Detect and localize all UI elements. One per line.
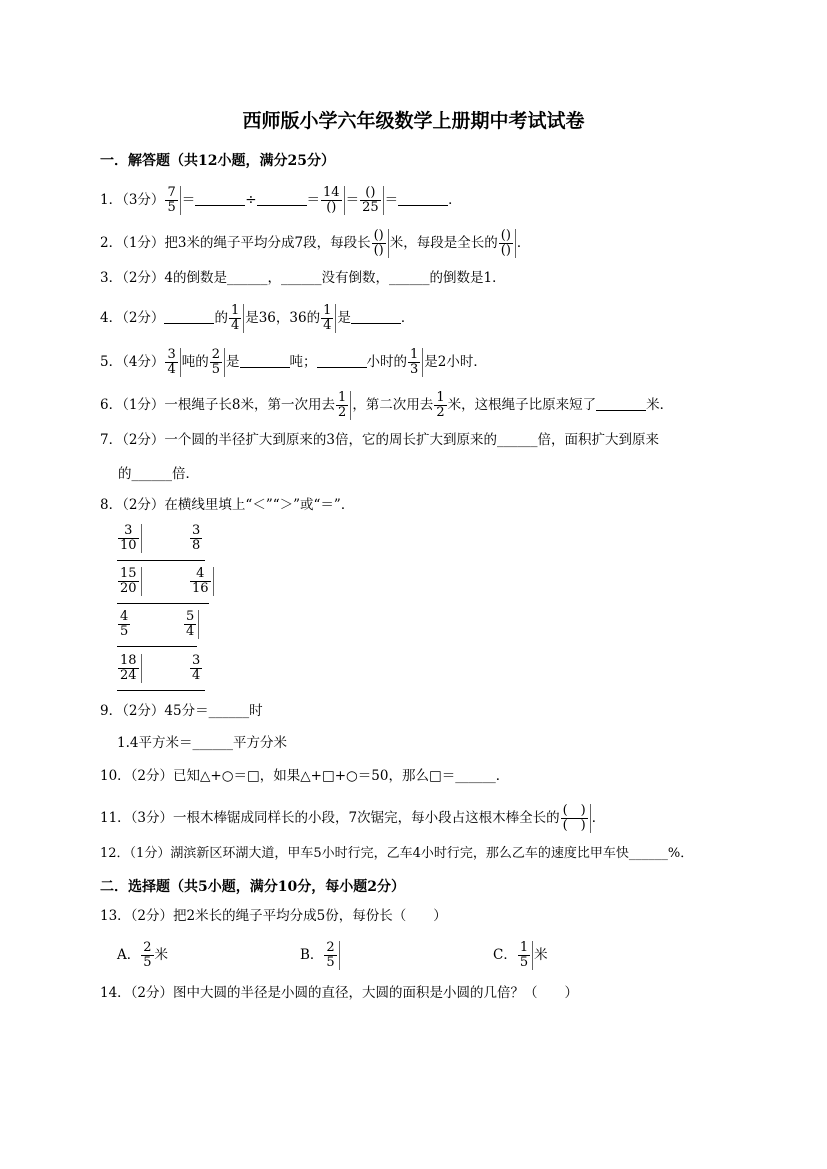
answer-blank[interactable]	[257, 191, 307, 206]
answer-blank[interactable]	[240, 353, 290, 368]
question-13: 13．（2分）把2米长的绳子平均分成5份，每份长（ ）	[100, 908, 447, 924]
question-10: 10．（2分）已知△+○＝□，如果△+□+○＝50，那么□＝______．	[100, 768, 510, 784]
question-4: 4．（2分） 的 $\frac{1}{4}$ 是36，36的 $\frac{1}{4}$ 是 ．	[100, 303, 415, 333]
question-9: 9．（2分）45分＝______时	[100, 703, 263, 719]
answer-blank[interactable]	[117, 603, 209, 604]
option-b[interactable]: B． $\frac{2}{5}$	[300, 941, 341, 970]
question-2: 2．（1分）把3米的绳子平均分成7段，每段长 $\frac{()}{()}$ 米，每段是全长的 $\frac{()}{()}$ ．	[100, 228, 531, 258]
answer-blank[interactable]	[117, 646, 197, 647]
question-7: 7．（2分）一个圆的半径扩大到原来的3倍，它的周长扩大到原来的______倍，面积扩大到原来	[100, 432, 660, 448]
section-1-heading: 一．解答题（共12小题，满分25分）	[100, 153, 335, 169]
answer-blank[interactable]	[195, 191, 245, 206]
section-2-heading: 二．选择题（共5小题，满分10分，每小题2分）	[100, 879, 405, 895]
question-3: 3．（2分）4的倒数是______，______没有倒数，______的倒数是1．	[100, 270, 506, 286]
question-6: 6．（1分）一根绳子长8米，第一次用去 $\frac{1}{2}$ ，第二次用去 $\frac{1}{2}$ 米，这根绳子比原来短了 米．	[100, 390, 674, 420]
answer-blank[interactable]	[351, 309, 401, 324]
answer-blank[interactable]	[164, 309, 214, 324]
question-8: 8．（2分）在横线里填上“＜”“＞”或“＝”．	[100, 497, 355, 513]
question-1: 1．（3分） $\frac{7}{5}$ ＝ ÷ ＝ $\frac{14}{()}$ ＝ $\frac{()}{25}$ ＝ ．	[100, 185, 462, 215]
question-9-cont: 1.4平方米＝______平方分米	[117, 735, 287, 751]
answer-blank[interactable]	[117, 560, 205, 561]
question-14: 14．（2分）图中大圆的半径是小圆的直径，大圆的面积是小圆的几倍？（ ）	[100, 985, 579, 1001]
page-title: 西师版小学六年级数学上册期中考试试卷	[242, 110, 585, 132]
answer-blank[interactable]	[117, 690, 205, 691]
answer-blank[interactable]	[398, 191, 448, 206]
answer-blank[interactable]	[596, 396, 646, 411]
question-5: 5．（4分） $\frac{3}{4}$ 吨的 $\frac{2}{5}$ 是 吨； 小时的 $\frac{1}{3}$ 是2小时．	[100, 347, 487, 377]
question-11: 11．（3分）一根木棒锯成同样长的小段，7次锯完，每小段占这根木棒全长的 $\frac{( )}{( )}$ ．	[100, 803, 606, 833]
question-7-cont: 的______倍．	[118, 466, 199, 482]
question-12: 12．（1分）湖滨新区环湖大道，甲车5小时行完，乙车4小时行完，那么乙车的速度比甲车快______%．	[100, 846, 694, 861]
option-c[interactable]: C． $\frac{1}{5}$ 米	[493, 940, 548, 970]
option-a[interactable]: A． $\frac{2}{5}$ 米	[117, 940, 169, 970]
answer-blank[interactable]	[317, 353, 367, 368]
